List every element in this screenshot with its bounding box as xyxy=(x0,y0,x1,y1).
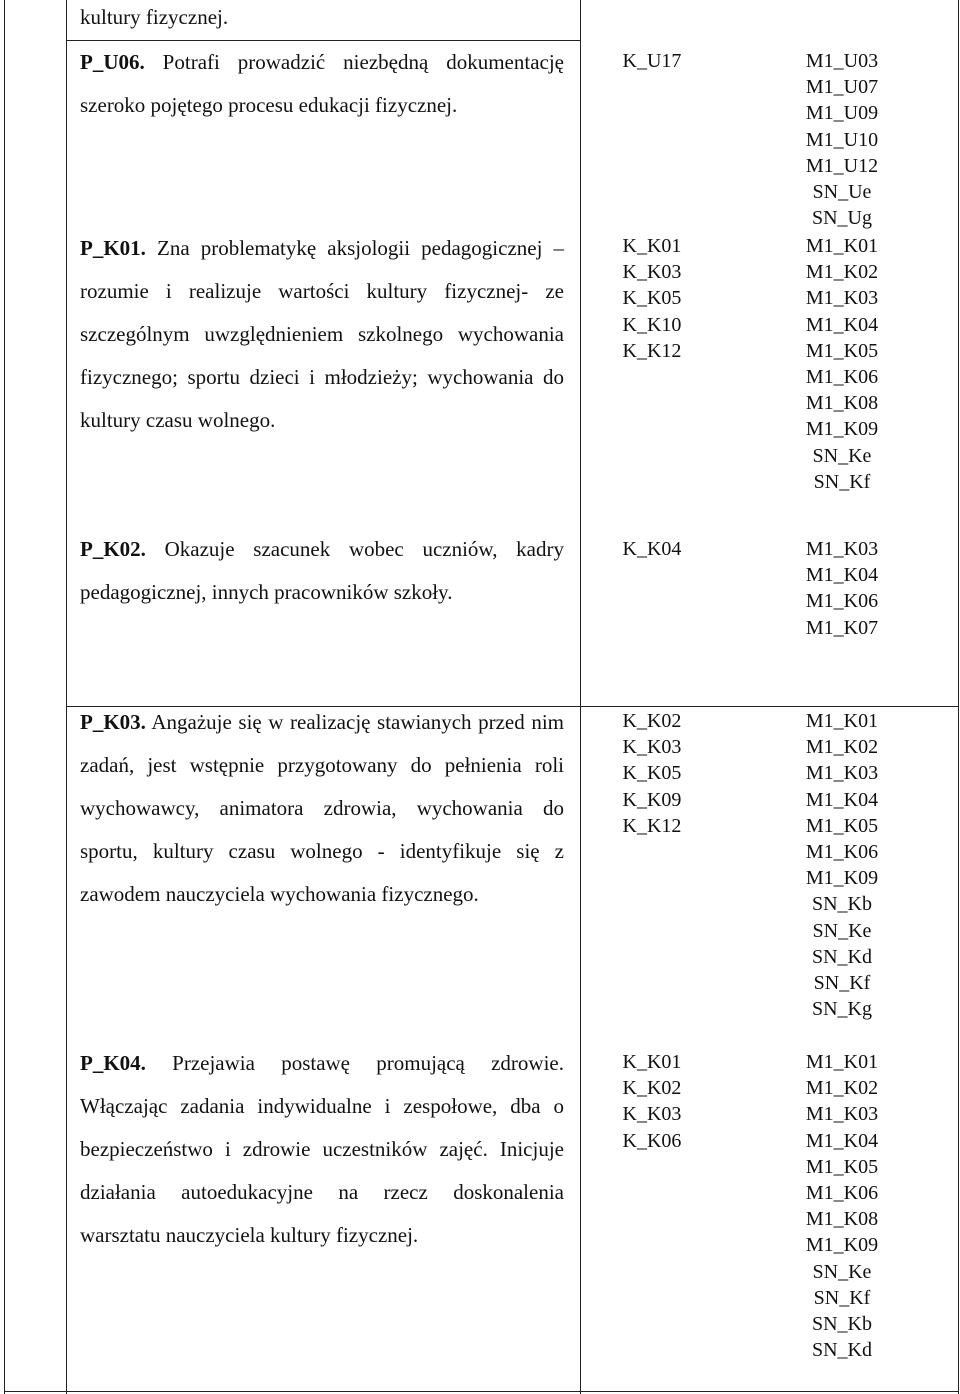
list-item: K_K10 xyxy=(622,313,682,336)
list-item: SN_Kf xyxy=(813,1286,871,1309)
k-codes-list xyxy=(580,48,724,74)
list-item: K_K02 xyxy=(622,710,682,732)
list-item: SN_Ke xyxy=(812,1260,872,1283)
list-item: M1_K05 xyxy=(805,1155,879,1178)
k-codes-list xyxy=(580,1049,724,1154)
m-codes-list xyxy=(724,1049,960,1363)
row-code: P_U06. xyxy=(80,50,145,74)
list-item: SN_Kg xyxy=(811,998,872,1021)
row-code: P_K03. xyxy=(80,710,146,734)
list-item: M1_K09 xyxy=(805,418,879,441)
list-item: K_K12 xyxy=(622,814,682,837)
list-item: M1_K04 xyxy=(805,564,879,587)
list-item: M1_K01 xyxy=(805,710,879,732)
table-column-divider xyxy=(66,0,67,1394)
table-column-divider xyxy=(580,0,581,1394)
row-text: Potrafi prowadzić niezbędną dokumentację szeroko pojętego procesu edukacji fizycznej. xyxy=(80,50,564,117)
table-row xyxy=(80,0,564,39)
list-item: M1_K04 xyxy=(805,788,879,811)
list-item: M1_K06 xyxy=(805,1182,879,1205)
m-codes-list xyxy=(724,536,960,641)
list-item: M1_K06 xyxy=(805,841,879,864)
table-row xyxy=(80,1042,564,1257)
list-item: SN_Ue xyxy=(812,181,872,204)
k-codes-list xyxy=(580,536,724,562)
list-item: M1_K09 xyxy=(805,867,879,890)
list-item: M1_K05 xyxy=(805,339,879,362)
list-item: SN_Ke xyxy=(812,919,872,942)
list-item: SN_Kd xyxy=(811,1339,872,1362)
list-item: K_K06 xyxy=(622,1129,682,1152)
table-border-left xyxy=(4,0,5,1394)
row-text: Okazuje szacunek wobec uczniów, kadry pedagogicznej, innych pracowników szkoły. xyxy=(80,537,564,604)
list-item: M1_K08 xyxy=(805,392,879,415)
list-item: M1_U07 xyxy=(805,76,879,99)
table-border-bottom xyxy=(4,1391,959,1392)
list-item: M1_K07 xyxy=(805,616,879,639)
list-item: K_K01 xyxy=(622,1051,682,1073)
list-item: K_K05 xyxy=(622,762,682,785)
list-item: M1_K03 xyxy=(805,538,879,560)
list-item: K_K04 xyxy=(622,538,682,560)
list-item: M1_K04 xyxy=(805,1129,879,1152)
list-item: M1_K05 xyxy=(805,814,879,837)
row-code: P_K04. xyxy=(80,1051,146,1075)
k-codes-list xyxy=(580,708,724,839)
list-item: M1_K09 xyxy=(805,1234,879,1257)
list-item: K_K03 xyxy=(622,1103,682,1126)
list-item: SN_Kf xyxy=(813,972,871,995)
table-row xyxy=(80,528,564,614)
m-codes-list xyxy=(724,708,960,1022)
table-row xyxy=(80,701,564,916)
list-item: SN_Kd xyxy=(811,945,872,968)
list-item: M1_U10 xyxy=(805,128,879,151)
list-item: M1_K02 xyxy=(805,736,879,759)
list-item: M1_U12 xyxy=(805,154,879,177)
row-code: P_K02. xyxy=(80,537,146,561)
list-item: SN_Kb xyxy=(811,1313,872,1336)
list-item: M1_K06 xyxy=(805,590,879,613)
list-item: M1_K01 xyxy=(805,235,879,257)
list-item: SN_Kb xyxy=(811,893,872,916)
list-item: M1_K02 xyxy=(805,261,879,284)
m-codes-list xyxy=(724,233,960,495)
list-item: SN_Kf xyxy=(813,470,871,493)
row-code: P_K01. xyxy=(80,236,146,260)
list-item: M1_K04 xyxy=(805,313,879,336)
row-text: kultury fizycznej. xyxy=(80,5,229,29)
table-row xyxy=(80,41,564,127)
list-item: M1_K02 xyxy=(805,1077,879,1100)
list-item: K_K12 xyxy=(622,339,682,362)
list-item: K_K03 xyxy=(622,736,682,759)
list-item: K_K02 xyxy=(622,1077,682,1100)
row-text: Zna problematykę aksjologii pedagogicznej – rozumie i realizuje wartości kultury fizycznej- ze szczególnym uwzględnieniem szkolnego wychowania fizycznego; sportu dzieci i młodzieży; wychowania do kultury czasu wolnego. xyxy=(80,236,564,432)
list-item: K_K05 xyxy=(622,287,682,310)
list-item: K_U17 xyxy=(622,50,682,72)
row-text: Angażuje się w realizację stawianych przed nim zadań, jest wstępnie przygotowany do pełnienia roli wychowawcy, animatora zdrowia, wychowania do sportu, kultury czasu wolnego - identyfikuje się z zawodem nauczyciela wychowania fizycznego. xyxy=(80,710,564,906)
list-item: M1_K03 xyxy=(805,762,879,785)
list-item: M1_K08 xyxy=(805,1208,879,1231)
row-text: Przejawia postawę promującą zdrowie. Włączając zadania indywidualne i zespołowe, dba o bezpieczeństwo i zdrowie uczestników zajęć. Inicjuje działania autoedukacyjne na rzecz doskonalenia warsztatu nauczyciela kultury fizycznej. xyxy=(80,1051,564,1247)
list-item: M1_K01 xyxy=(805,1051,879,1073)
list-item: M1_K06 xyxy=(805,366,879,389)
table-row xyxy=(80,227,564,442)
list-item: M1_U03 xyxy=(805,50,879,72)
list-item: M1_U09 xyxy=(805,102,879,125)
list-item: M1_K03 xyxy=(805,287,879,310)
list-item: SN_Ug xyxy=(811,207,872,230)
list-item: K_K09 xyxy=(622,788,682,811)
k-codes-list xyxy=(580,233,724,364)
list-item: SN_Ke xyxy=(812,444,872,467)
list-item: K_K01 xyxy=(622,235,682,257)
list-item: K_K03 xyxy=(622,261,682,284)
m-codes-list xyxy=(724,48,960,231)
list-item: M1_K03 xyxy=(805,1103,879,1126)
